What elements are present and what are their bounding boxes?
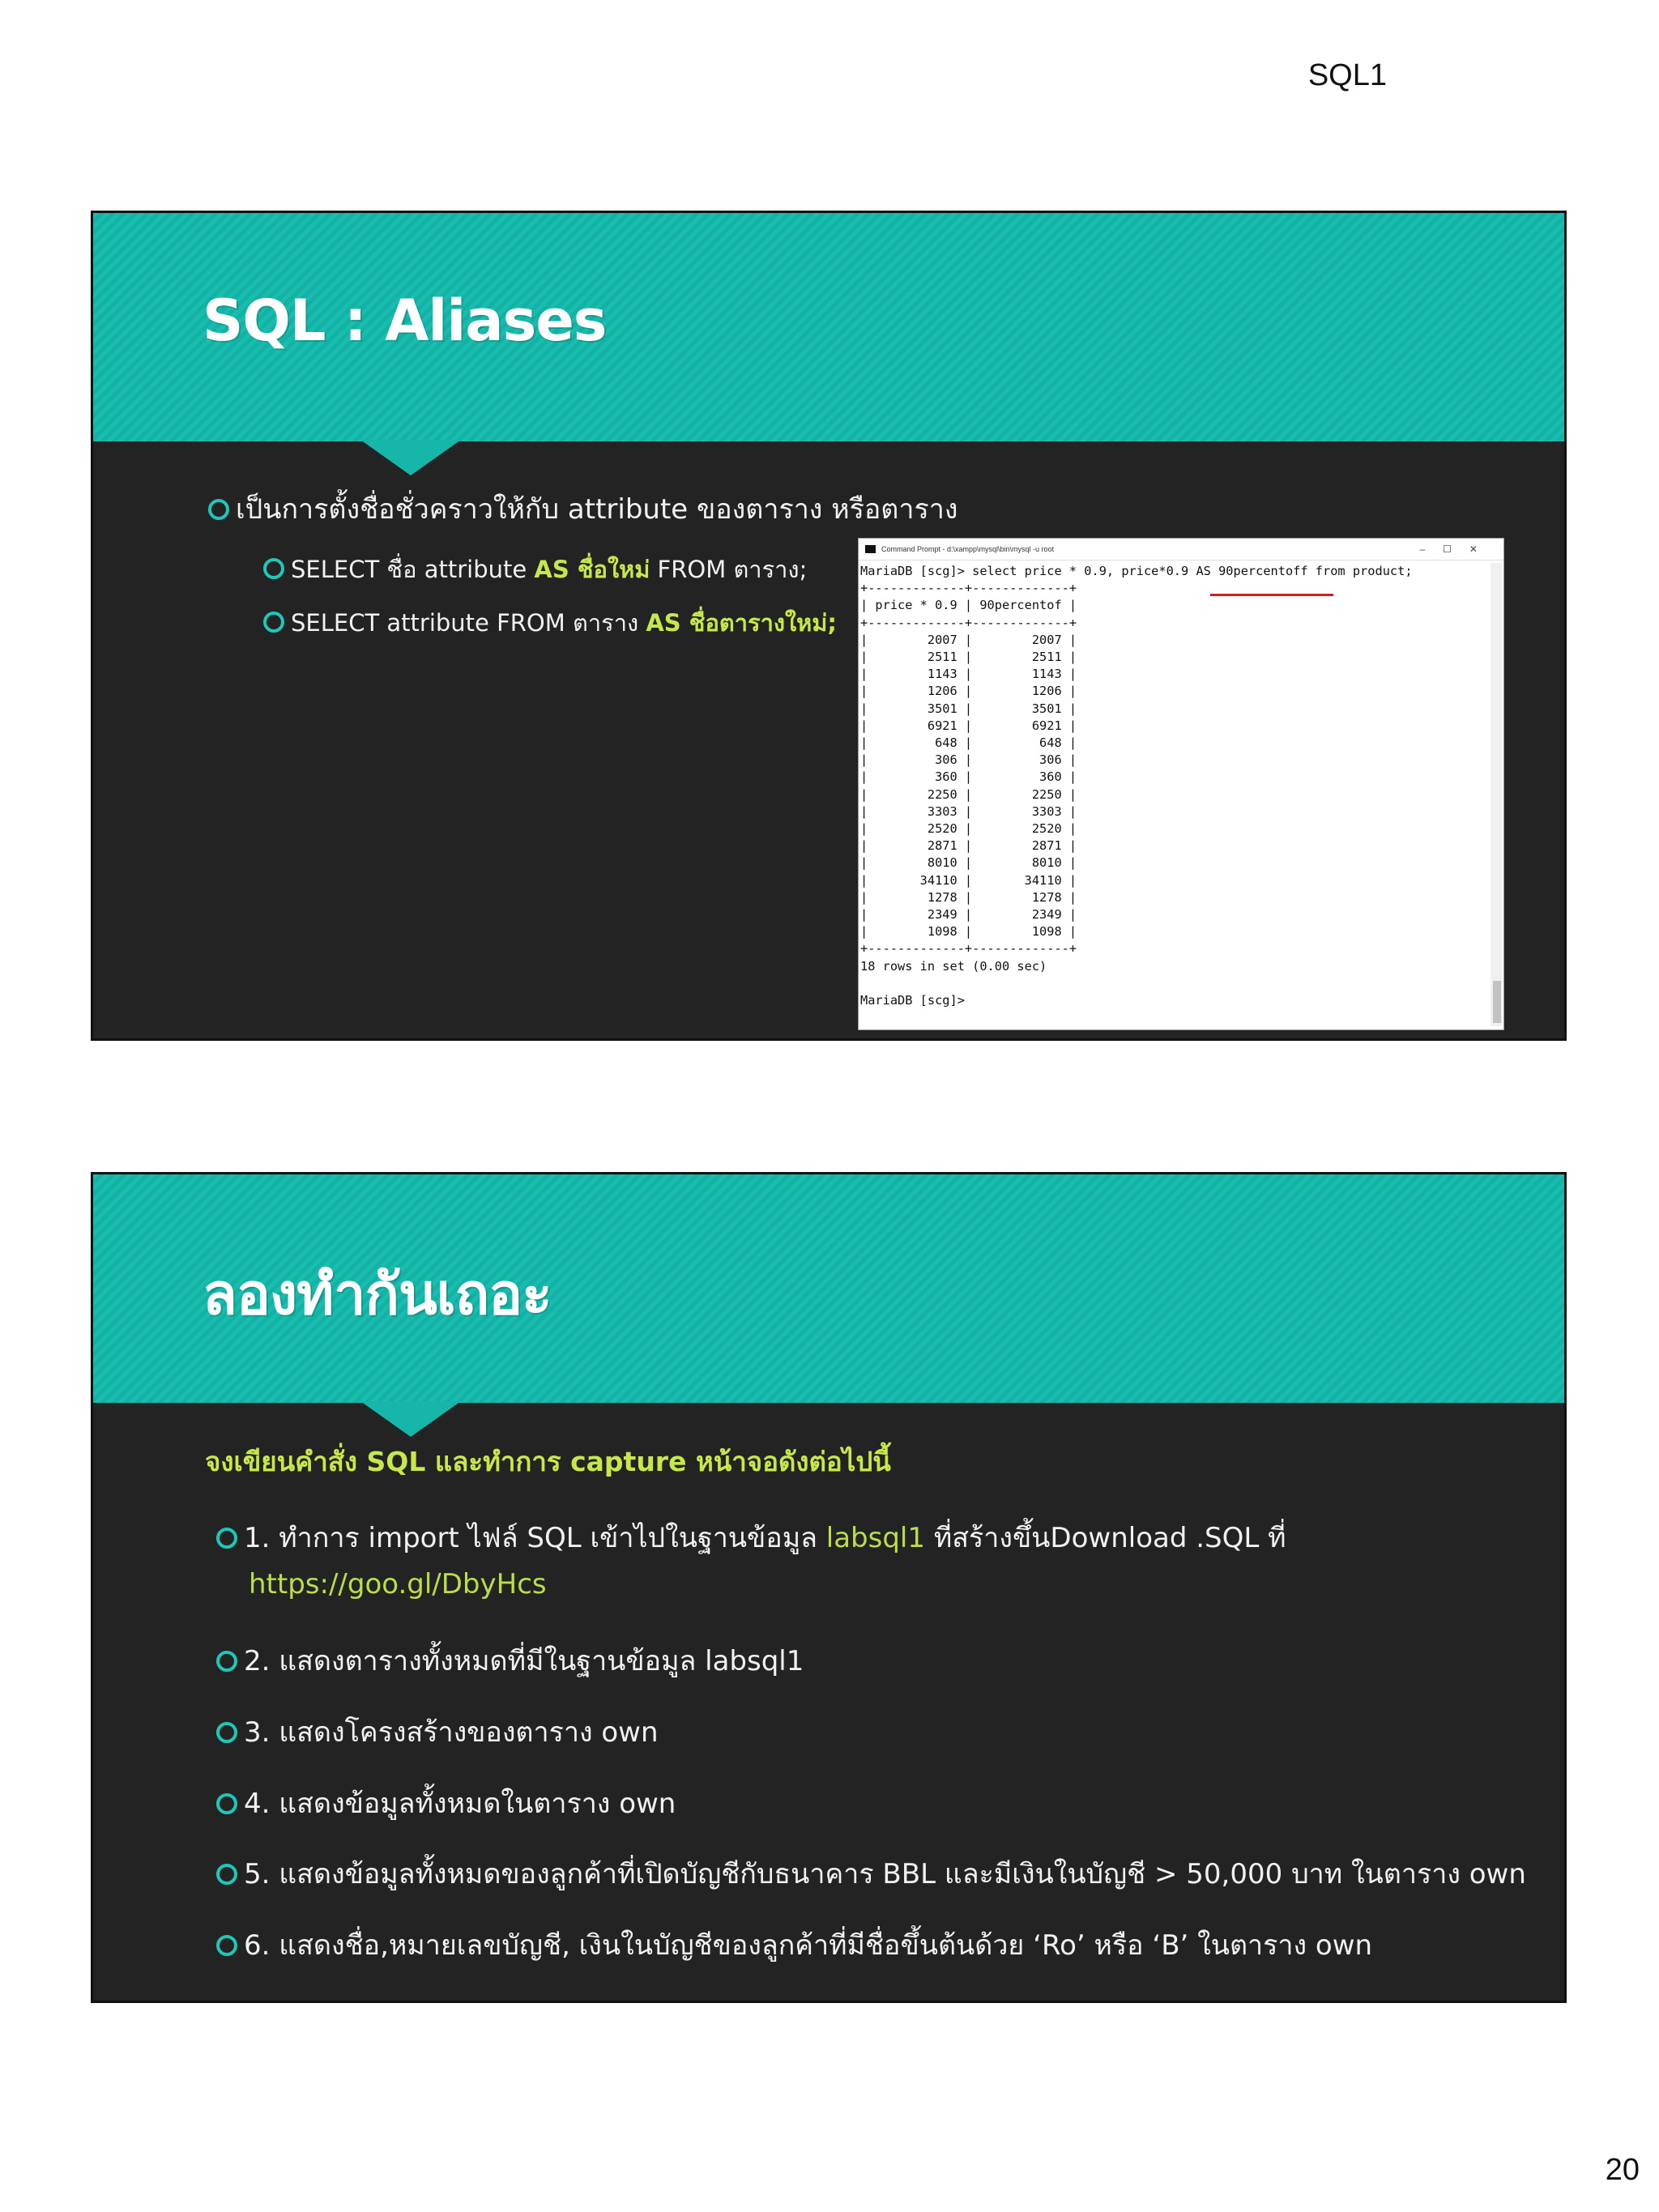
sub2-prefix: SELECT attribute FROM ตาราง [291, 609, 646, 637]
sub2-keyword: AS ชื่อตารางใหม่; [646, 609, 838, 637]
sub1-prefix: SELECT ชื่อ attribute [291, 556, 535, 583]
bullet-circle-icon [216, 1528, 237, 1549]
exercise-item-2 [216, 1639, 804, 1682]
terminal-titlebar [859, 539, 1503, 560]
exercise-item-3 [216, 1710, 659, 1754]
window-controls: –☐✕ [1419, 543, 1495, 555]
exercise-item-6 [216, 1923, 1372, 1967]
terminal-title: Command Prompt - d:\xampp\mysql\bin\mysql -u root [881, 545, 1055, 553]
item1-text2: ที่สร้างขึ้นDownload .SQL ที่ [925, 1522, 1286, 1554]
sub-bullet-1 [263, 551, 807, 588]
terminal-scrollbar[interactable] [1491, 563, 1502, 1026]
item-text: 5. แสดงข้อมูลทั้งหมดของลูกค้าที่เปิดบัญชีกับธนาคาร BBL และมีเงินในบัญชี > 50,000 บาท ในตาราง own [244, 1858, 1526, 1890]
slide-aliases [91, 211, 1567, 1041]
bullet-main-text: เป็นการตั้งชื่อชั่วคราวให้กับ attribute ของตาราง หรือตาราง [236, 493, 958, 526]
alias-underline [1210, 594, 1333, 596]
header-notch [360, 440, 461, 475]
terminal-scroll-thumb[interactable] [1493, 981, 1501, 1023]
terminal-command-prefix: MariaDB [scg]> select price * 0.9, price*0.9 [860, 564, 1196, 578]
terminal-prompt: MariaDB [scg]> [860, 993, 965, 1008]
bullet-circle-icon [263, 558, 284, 579]
page-header-label: SQL1 [1307, 58, 1387, 92]
bullet-circle-icon [263, 612, 284, 633]
download-link[interactable]: https://goo.gl/DbyHcs [249, 1568, 547, 1600]
header-notch [360, 1401, 461, 1437]
slide-title: ลองทำกันเถอะ [203, 1261, 552, 1328]
bullet-circle-icon [216, 1864, 237, 1885]
bullet-circle-icon [216, 1722, 237, 1743]
terminal-output [860, 563, 1413, 1009]
item-text: 3. แสดงโครงสร้างของตาราง own [244, 1716, 659, 1749]
sub-bullet-2 [263, 604, 837, 641]
page-number: 20 [1605, 2153, 1640, 2187]
exercise-item-1 [216, 1515, 1286, 1559]
terminal-screenshot [858, 538, 1504, 1030]
item1-text: 1. ทำการ import ไฟล์ SQL เข้าไปในฐานข้อมูล [244, 1522, 826, 1554]
exercise-item-4 [216, 1781, 676, 1825]
sub1-keyword: AS ชื่อใหม่ [534, 556, 650, 583]
item-text: 4. แสดงข้อมูลทั้งหมดในตาราง own [244, 1788, 676, 1820]
bullet-circle-icon [216, 1651, 237, 1672]
exercise-item-5 [216, 1852, 1526, 1895]
bullet-circle-icon [208, 499, 229, 520]
bullet-circle-icon [216, 1793, 237, 1814]
item-text: 2. แสดงตารางทั้งหมดที่มีในฐานข้อมูล labsql1 [244, 1645, 804, 1677]
terminal-command-suffix: from product; [1307, 564, 1413, 578]
bullet-circle-icon [216, 1935, 237, 1956]
item-text: 6. แสดงชื่อ,หมายเลขบัญชี, เงินในบัญชีของลูกค้าที่มีชื่อขึ้นต้นด้วย ‘Ro’ หรือ ‘B’ ในตาราง own [244, 1929, 1373, 1962]
slide-exercise [91, 1172, 1567, 2003]
result-table: +-------------+-------------+ | price * 0.9 | 90percentof | +-------------+-------------+ | 2007 | 2007 | | 2511 | 2511 | | 1143 | 1143 | | 1206 | 1206 | | 3501 | 3501 | | 6921 | 6921 | | 648 | 648 | | 306 | 306 | | 360 | 360 | | 2250 | 2250 | | 3303 | 3303 | | 2520 | 2520 | | 2871 | 2871 | | 8010 | 8010 | | 34110 | 34110 | | 1278 | 1278 | | 2349 | 2349 | | 1098 | 1098 | +-------------+-------------+ [860, 581, 1077, 957]
terminal-command-alias: AS 90percentoff [1196, 564, 1308, 578]
sub1-suffix: FROM ตาราง; [650, 556, 808, 583]
terminal-footer: 18 rows in set (0.00 sec) [860, 958, 1047, 974]
slide-title: SQL : Aliases [203, 288, 607, 354]
bullet-main [208, 487, 957, 531]
item1-db-name: labsql1 [825, 1522, 926, 1554]
instruction-heading: จงเขียนคำสั่ง SQL และทำการ capture หน้าจอดังต่อไปนี้ [205, 1446, 891, 1477]
command-prompt-icon [865, 545, 876, 553]
